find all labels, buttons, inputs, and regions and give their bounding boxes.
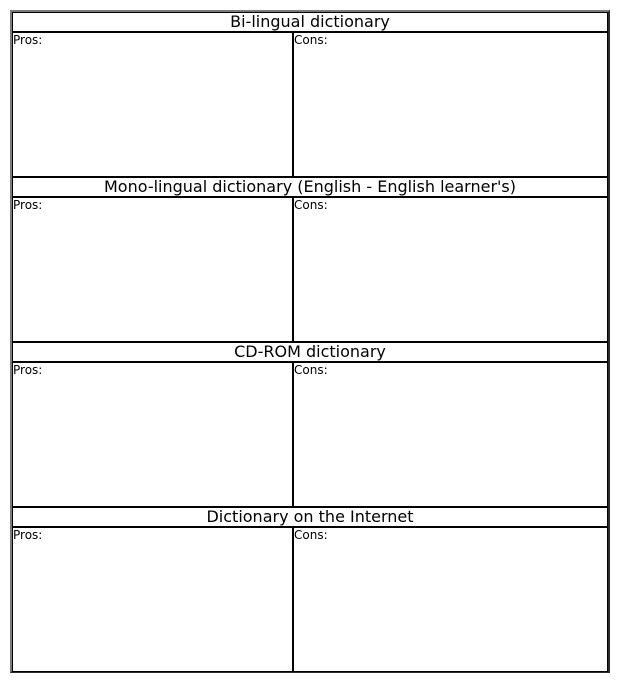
section-title-cdrom: CD-ROM dictionary <box>12 342 608 362</box>
section-title-row <box>12 12 608 32</box>
section-body-row <box>12 32 608 177</box>
section-title-row <box>12 177 608 197</box>
pros-label: Pros: <box>13 198 43 212</box>
cons-cell-monolingual[interactable] <box>293 197 608 342</box>
section-title-monolingual: Mono-lingual dictionary (English - English learner's) <box>12 177 608 197</box>
cons-cell-bilingual[interactable] <box>293 32 608 177</box>
section-title-internet: Dictionary on the Internet <box>12 507 608 527</box>
cons-cell-cdrom[interactable] <box>293 362 608 507</box>
pros-label: Pros: <box>13 528 43 542</box>
pros-cell-monolingual[interactable] <box>12 197 293 342</box>
cons-cell-internet[interactable] <box>293 527 608 672</box>
pros-label: Pros: <box>13 363 43 377</box>
section-body-row <box>12 362 608 507</box>
pros-cons-worksheet <box>10 10 610 673</box>
dictionary-comparison-table <box>12 12 608 672</box>
cons-label: Cons: <box>294 198 328 212</box>
cons-label: Cons: <box>294 33 328 47</box>
cons-label: Cons: <box>294 528 328 542</box>
section-body-row <box>12 197 608 342</box>
pros-label: Pros: <box>13 33 43 47</box>
pros-cell-bilingual[interactable] <box>12 32 293 177</box>
pros-cell-cdrom[interactable] <box>12 362 293 507</box>
section-title-row <box>12 342 608 362</box>
section-title-bilingual: Bi-lingual dictionary <box>12 12 608 32</box>
cons-label: Cons: <box>294 363 328 377</box>
section-title-row <box>12 507 608 527</box>
pros-cell-internet[interactable] <box>12 527 293 672</box>
section-body-row <box>12 527 608 672</box>
